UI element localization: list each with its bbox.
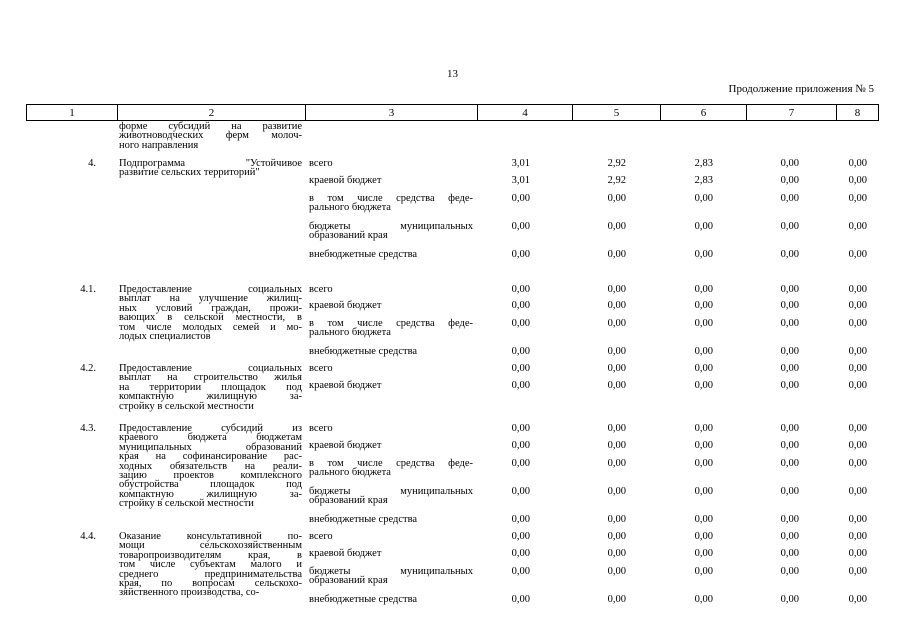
funding-source-label [309,441,473,450]
value-col-7: 0,00 [780,514,799,525]
funding-source-label [309,549,473,558]
value-col-4: 0,00 [511,284,530,295]
value-col-6: 0,00 [694,249,713,260]
row-description-line: компактную жилищную за- [119,391,302,403]
row-description-line: товаропроизводителям края, в [119,549,302,561]
value-col-7: 0,00 [780,346,799,357]
value-col-5: 0,00 [607,531,626,542]
value-col-5: 2,92 [607,158,626,169]
funding-source-label [309,364,473,373]
row-description-line: стройку в сельской местности [119,400,254,412]
funding-source-label-line: внебюджетные средства [309,514,418,525]
value-col-6: 0,00 [694,548,713,559]
funding-source-label [309,347,473,356]
value-col-8: 0,00 [848,486,867,497]
value-col-6: 0,00 [694,566,713,577]
row-description-line: Подпрограмма "Устойчивое [119,158,302,169]
value-col-5: 0,00 [607,363,626,374]
funding-source-label [309,515,473,524]
row-description-line: стройку в сельской местности [119,498,254,510]
value-col-7: 0,00 [780,531,799,542]
value-col-6: 0,00 [694,531,713,542]
value-col-4: 0,00 [511,594,530,605]
value-col-4: 0,00 [511,363,530,374]
funding-source-label [309,285,473,294]
value-col-8: 0,00 [848,346,867,357]
header-col-5: 5 [573,105,661,120]
value-col-5: 0,00 [607,346,626,357]
value-col-4: 0,00 [511,514,530,525]
header-col-1: 1 [27,105,118,120]
value-col-8: 0,00 [848,531,867,542]
value-col-5: 0,00 [607,440,626,451]
row-description-line: развитие сельских территорий" [119,167,260,179]
value-col-8: 0,00 [848,566,867,577]
funding-source-label [309,301,473,310]
header-col-6: 6 [661,105,747,120]
value-col-4: 3,01 [511,175,530,186]
value-col-8: 0,00 [848,363,867,374]
header-col-7: 7 [747,105,837,120]
row-description-line: Предоставление социальных [119,284,302,295]
table-header [26,104,879,121]
value-col-7: 0,00 [780,193,799,204]
value-col-6: 0,00 [694,514,713,525]
value-col-8: 0,00 [848,300,867,311]
value-col-5: 0,00 [607,594,626,605]
row-number: 4.4. [80,531,96,542]
value-col-6: 2,83 [694,175,713,186]
row-description-line: том числе субъектам малого и [119,559,302,571]
value-col-4: 0,00 [511,249,530,260]
page-number: 13 [447,68,458,80]
row-number: 4.3. [80,423,96,434]
continuation-text [119,122,302,150]
value-col-6: 0,00 [694,221,713,232]
row-description-line: обустройства площадок под [119,479,302,491]
row-description-line: ных условий граждан, прожи- [119,302,302,314]
funding-source-label [309,222,473,241]
funding-source-label-line: внебюджетные средства [309,346,418,357]
row-description-line: краевого бюджета бюджетам [119,432,302,444]
funding-source-label-line: всего [309,531,333,542]
value-col-7: 0,00 [780,423,799,434]
value-col-7: 0,00 [780,458,799,469]
value-col-6: 2,83 [694,158,713,169]
value-col-6: 0,00 [694,318,713,329]
row-description-line: Предоставление субсидий из [119,423,302,434]
continuation-text-line: ного направления [119,139,199,151]
value-col-4: 0,00 [511,300,530,311]
header-col-4: 4 [478,105,573,120]
value-col-6: 0,00 [694,380,713,391]
funding-source-label-line: краевой бюджет [309,440,382,451]
value-col-4: 0,00 [511,440,530,451]
value-col-6: 0,00 [694,346,713,357]
funding-source-label [309,250,473,259]
value-col-7: 0,00 [780,594,799,605]
row-number: 4.2. [80,363,96,374]
funding-source-label-line: краевой бюджет [309,175,382,186]
value-col-8: 0,00 [848,548,867,559]
value-col-4: 0,00 [511,566,530,577]
value-col-4: 0,00 [511,548,530,559]
funding-source-label-line: краевой бюджет [309,300,382,311]
row-description-line: края на софинансирование рас- [119,451,302,463]
row-description-line: Оказание консультативной по- [119,531,302,542]
value-col-7: 0,00 [780,548,799,559]
value-col-7: 0,00 [780,300,799,311]
row-description-line: среднего предпринимательства [119,568,302,580]
value-col-8: 0,00 [848,221,867,232]
value-col-8: 0,00 [848,594,867,605]
funding-source-label-line: бюджеты муниципальных [309,486,473,497]
funding-source-label [309,459,473,478]
funding-source-label-line: краевой бюджет [309,380,382,391]
value-col-5: 2,92 [607,175,626,186]
funding-source-label-line: образований края [309,495,388,507]
value-col-8: 0,00 [848,514,867,525]
row-description [119,364,302,411]
value-col-5: 0,00 [607,221,626,232]
row-description-line: вающих в сельской местности, в [119,312,302,324]
value-col-8: 0,00 [848,284,867,295]
funding-source-label [309,595,473,604]
header-col-2: 2 [118,105,306,120]
funding-source-label-line: всего [309,363,333,374]
funding-source-label-line: внебюджетные средства [309,594,418,605]
funding-source-label [309,424,473,433]
row-number: 4.1. [80,284,96,295]
value-col-6: 0,00 [694,193,713,204]
row-description-line: зацию проектов комплексного [119,470,302,482]
value-col-4: 0,00 [511,423,530,434]
funding-source-label-line: краевой бюджет [309,548,382,559]
funding-source-label-line: образований края [309,575,388,587]
continuation-text-line: форме субсидий на развитие [119,121,302,132]
value-col-4: 0,00 [511,458,530,469]
row-description-line: на территории площадок под [119,381,302,393]
value-col-5: 0,00 [607,566,626,577]
row-description-line: края, по вопросам сельскохо- [119,578,302,590]
funding-source-label-line: всего [309,423,333,434]
funding-source-label-line: рального бюджета [309,327,391,339]
value-col-8: 0,00 [848,380,867,391]
funding-source-label-line: бюджеты муниципальных [309,221,473,232]
value-col-4: 0,00 [511,531,530,542]
funding-source-label-line: всего [309,284,333,295]
row-description [119,424,302,509]
value-col-8: 0,00 [848,175,867,186]
value-col-8: 0,00 [848,318,867,329]
value-col-6: 0,00 [694,300,713,311]
funding-source-label [309,381,473,390]
row-description [119,532,302,598]
value-col-7: 0,00 [780,440,799,451]
value-col-4: 0,00 [511,486,530,497]
value-col-4: 3,01 [511,158,530,169]
value-col-6: 0,00 [694,458,713,469]
value-col-8: 0,00 [848,440,867,451]
funding-source-label-line: внебюджетные средства [309,249,418,260]
value-col-7: 0,00 [780,566,799,577]
row-description-line: том числе молодых семей и мо- [119,321,302,333]
value-col-5: 0,00 [607,423,626,434]
value-col-6: 0,00 [694,363,713,374]
funding-source-label [309,159,473,168]
row-description-line: муниципальных образований [119,441,302,453]
value-col-6: 0,00 [694,594,713,605]
value-col-8: 0,00 [848,423,867,434]
value-col-6: 0,00 [694,440,713,451]
continuation-text-line: животноводческих ферм молоч- [119,130,302,142]
funding-source-label-line: образований края [309,230,388,242]
funding-source-label-line: всего [309,158,333,169]
funding-source-label [309,194,473,213]
value-col-7: 0,00 [780,363,799,374]
funding-source-label-line: в том числе средства феде- [309,458,473,469]
value-col-7: 0,00 [780,249,799,260]
funding-source-label [309,319,473,338]
value-col-5: 0,00 [607,514,626,525]
row-description-line: мощи сельскохозяйственным [119,540,302,552]
row-description-line: выплат на строительство жилья [119,372,302,384]
value-col-5: 0,00 [607,458,626,469]
value-col-7: 0,00 [780,221,799,232]
funding-source-label [309,532,473,541]
header-col-3: 3 [306,105,478,120]
appendix-note: Продолжение приложения № 5 [728,83,874,95]
value-col-7: 0,00 [780,318,799,329]
value-col-7: 0,00 [780,486,799,497]
row-description-line: компактную жилищную за- [119,488,302,500]
row-description-line: лодых специалистов [119,331,211,343]
value-col-4: 0,00 [511,346,530,357]
value-col-8: 0,00 [848,458,867,469]
funding-source-label [309,487,473,506]
funding-source-label-line: в том числе средства феде- [309,193,473,204]
funding-source-label [309,176,473,185]
funding-source-label-line: рального бюджета [309,202,391,214]
row-description-line: Предоставление социальных [119,363,302,374]
funding-source-label [309,567,473,586]
value-col-7: 0,00 [780,175,799,186]
value-col-5: 0,00 [607,318,626,329]
value-col-7: 0,00 [780,158,799,169]
value-col-4: 0,00 [511,193,530,204]
value-col-8: 0,00 [848,158,867,169]
value-col-5: 0,00 [607,548,626,559]
value-col-5: 0,00 [607,380,626,391]
value-col-5: 0,00 [607,193,626,204]
value-col-5: 0,00 [607,300,626,311]
value-col-4: 0,00 [511,221,530,232]
value-col-5: 0,00 [607,486,626,497]
funding-source-label-line: бюджеты муниципальных [309,566,473,577]
header-col-8: 8 [854,107,861,119]
value-col-4: 0,00 [511,318,530,329]
value-col-7: 0,00 [780,380,799,391]
row-description-line: ходных обязательств на реали- [119,460,302,472]
row-description-line: выплат на улучшение жилищ- [119,293,302,305]
value-col-6: 0,00 [694,423,713,434]
row-description-line: зяйственного производства, со- [119,587,260,599]
value-col-5: 0,00 [607,249,626,260]
row-description [119,285,302,341]
row-description [119,159,302,178]
value-col-8: 0,00 [848,249,867,260]
value-col-8: 0,00 [848,193,867,204]
funding-source-label-line: рального бюджета [309,467,391,479]
value-col-4: 0,00 [511,380,530,391]
value-col-7: 0,00 [780,284,799,295]
value-col-5: 0,00 [607,284,626,295]
row-number: 4. [88,158,96,169]
funding-source-label-line: в том числе средства феде- [309,318,473,329]
value-col-6: 0,00 [694,486,713,497]
value-col-6: 0,00 [694,284,713,295]
